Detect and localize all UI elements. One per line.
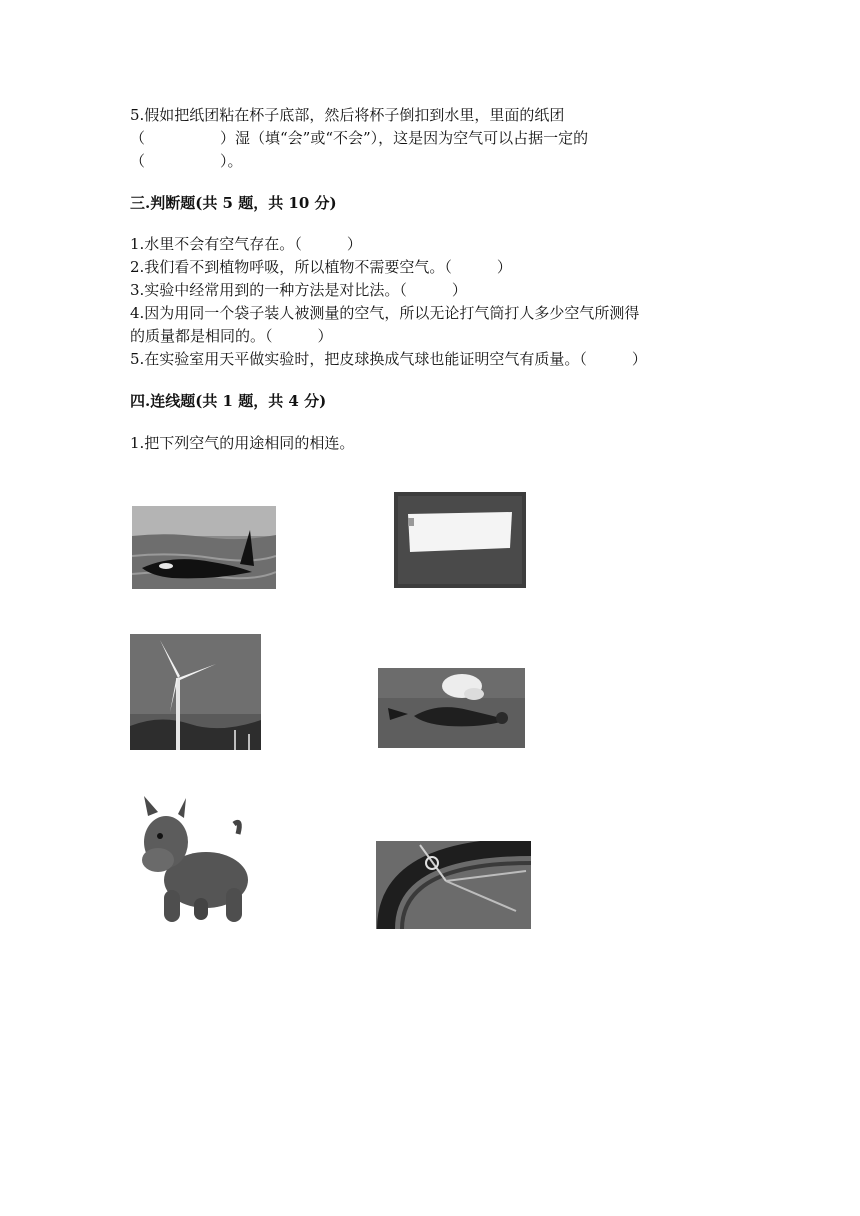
judge-item-3: 3.实验中经常用到的一种方法是对比法。（ ） [130,281,467,299]
judge-item-1: 1.水里不会有空气存在。（ ） [130,235,362,253]
judge-item-5: 5.在实验室用天平做实验时，把皮球换成气球也能证明空气有质量。（ ） [130,350,647,368]
judge-item-4-line1: 4.因为用同一个袋子装人被测量的空气，所以无论打气筒打人多少空气所测得 [130,304,640,322]
inflatable-horse-toy-photo [134,794,255,929]
fill-blank-q5-line1: 5.假如把纸团粘在杯子底部，然后将杯子倒扣到水里，里面的纸团 [130,106,565,124]
scuba-diver-photo [378,668,525,748]
judge-item-2: 2.我们看不到植物呼吸，所以植物不需要空气。（ ） [130,258,512,276]
whale-photo [132,506,276,589]
wind-turbine-photo [130,634,261,750]
section3-title: 三.判断题(共 5 题，共 10 分) [130,194,337,212]
fill-blank-q5-line2: （ ）湿（填“会”或“不会”），这是因为空气可以占据一定的 [130,129,589,147]
matching-question: 1.把下列空气的用途相同的相连。 [130,434,355,452]
section4-title: 四.连线题(共 1 题，共 4 分) [130,392,327,410]
fill-blank-q5-line3: （ ）。 [130,152,243,170]
judge-item-4-line2: 的质量都是相同的。（ ） [130,327,333,345]
paper-in-water-photo [394,492,526,588]
bicycle-tire-photo [376,841,531,929]
